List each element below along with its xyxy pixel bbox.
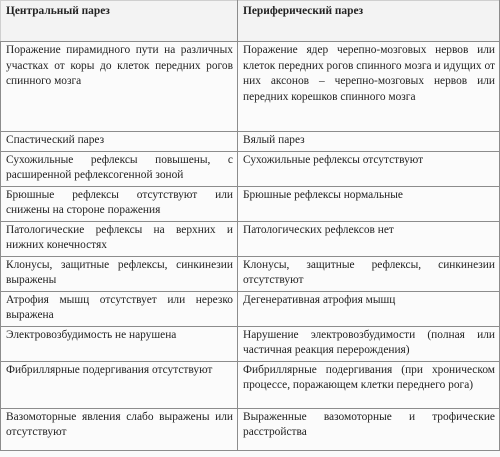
central-cell: Спастический парез <box>1 132 238 152</box>
central-cell: Электровозбудимость не нарушена <box>1 326 238 361</box>
peripheral-cell: Нарушение электровозбудимости (полная или частичная реакция перерождения) <box>238 326 500 361</box>
central-cell: Атрофия мышц отсутствует или нерезко выражена <box>1 291 238 326</box>
table-row <box>1 186 500 221</box>
peripheral-cell: Патологических рефлексов нет <box>238 221 500 256</box>
central-cell: Клонусы, защитные рефлексы, синкинезии выражены <box>1 256 238 291</box>
central-cell: Брюшные рефлексы отсутствуют или снижены на стороне поражения <box>1 186 238 221</box>
central-cell: Поражение пирамидного пути на различных участках от коры до клеток передних рогов спинного мозга <box>1 42 238 132</box>
central-cell: Фибриллярные подергивания отсутствуют <box>1 361 238 408</box>
table-row <box>1 326 500 361</box>
table-row <box>1 361 500 408</box>
peripheral-cell: Вялый парез <box>238 132 500 152</box>
peripheral-cell: Выраженные вазомоторные и трофические расстройства <box>238 408 500 450</box>
peripheral-cell: Фибриллярные подергивания (при хроническом процессе, поражающем клетки переднего рога) <box>238 361 500 408</box>
peripheral-cell: Сухожильные рефлексы отсутствуют <box>238 151 500 186</box>
peripheral-cell: Брюшные рефлексы нормальные <box>238 186 500 221</box>
table-row <box>1 221 500 256</box>
table-row <box>1 291 500 326</box>
header-peripheral-paresis: Периферический парез <box>238 1 500 42</box>
peripheral-cell: Поражение ядер черепно-мозговых нервов или клеток передних рогов спинного мозга и идущих от них аксонов – черепно-мозговых нервов или передних корешков спинного мозга <box>238 42 500 132</box>
central-cell: Сухожильные рефлексы повышены, с расширенной рефлексогенной зоной <box>1 151 238 186</box>
table-row <box>1 256 500 291</box>
table-row <box>1 151 500 186</box>
table-row <box>1 42 500 132</box>
table-row <box>1 132 500 152</box>
header-central-paresis: Центральный парез <box>1 1 238 42</box>
central-cell: Патологические рефлексы на верхних и нижних конечностях <box>1 221 238 256</box>
table-row <box>1 408 500 450</box>
table-header-row <box>1 1 500 42</box>
central-cell: Вазомоторные явления слабо выражены или отсутствуют <box>1 408 238 450</box>
peripheral-cell: Клонусы, защитные рефлексы, синкинезии отсутствуют <box>238 256 500 291</box>
peripheral-cell: Дегенеративная атрофия мышц <box>238 291 500 326</box>
